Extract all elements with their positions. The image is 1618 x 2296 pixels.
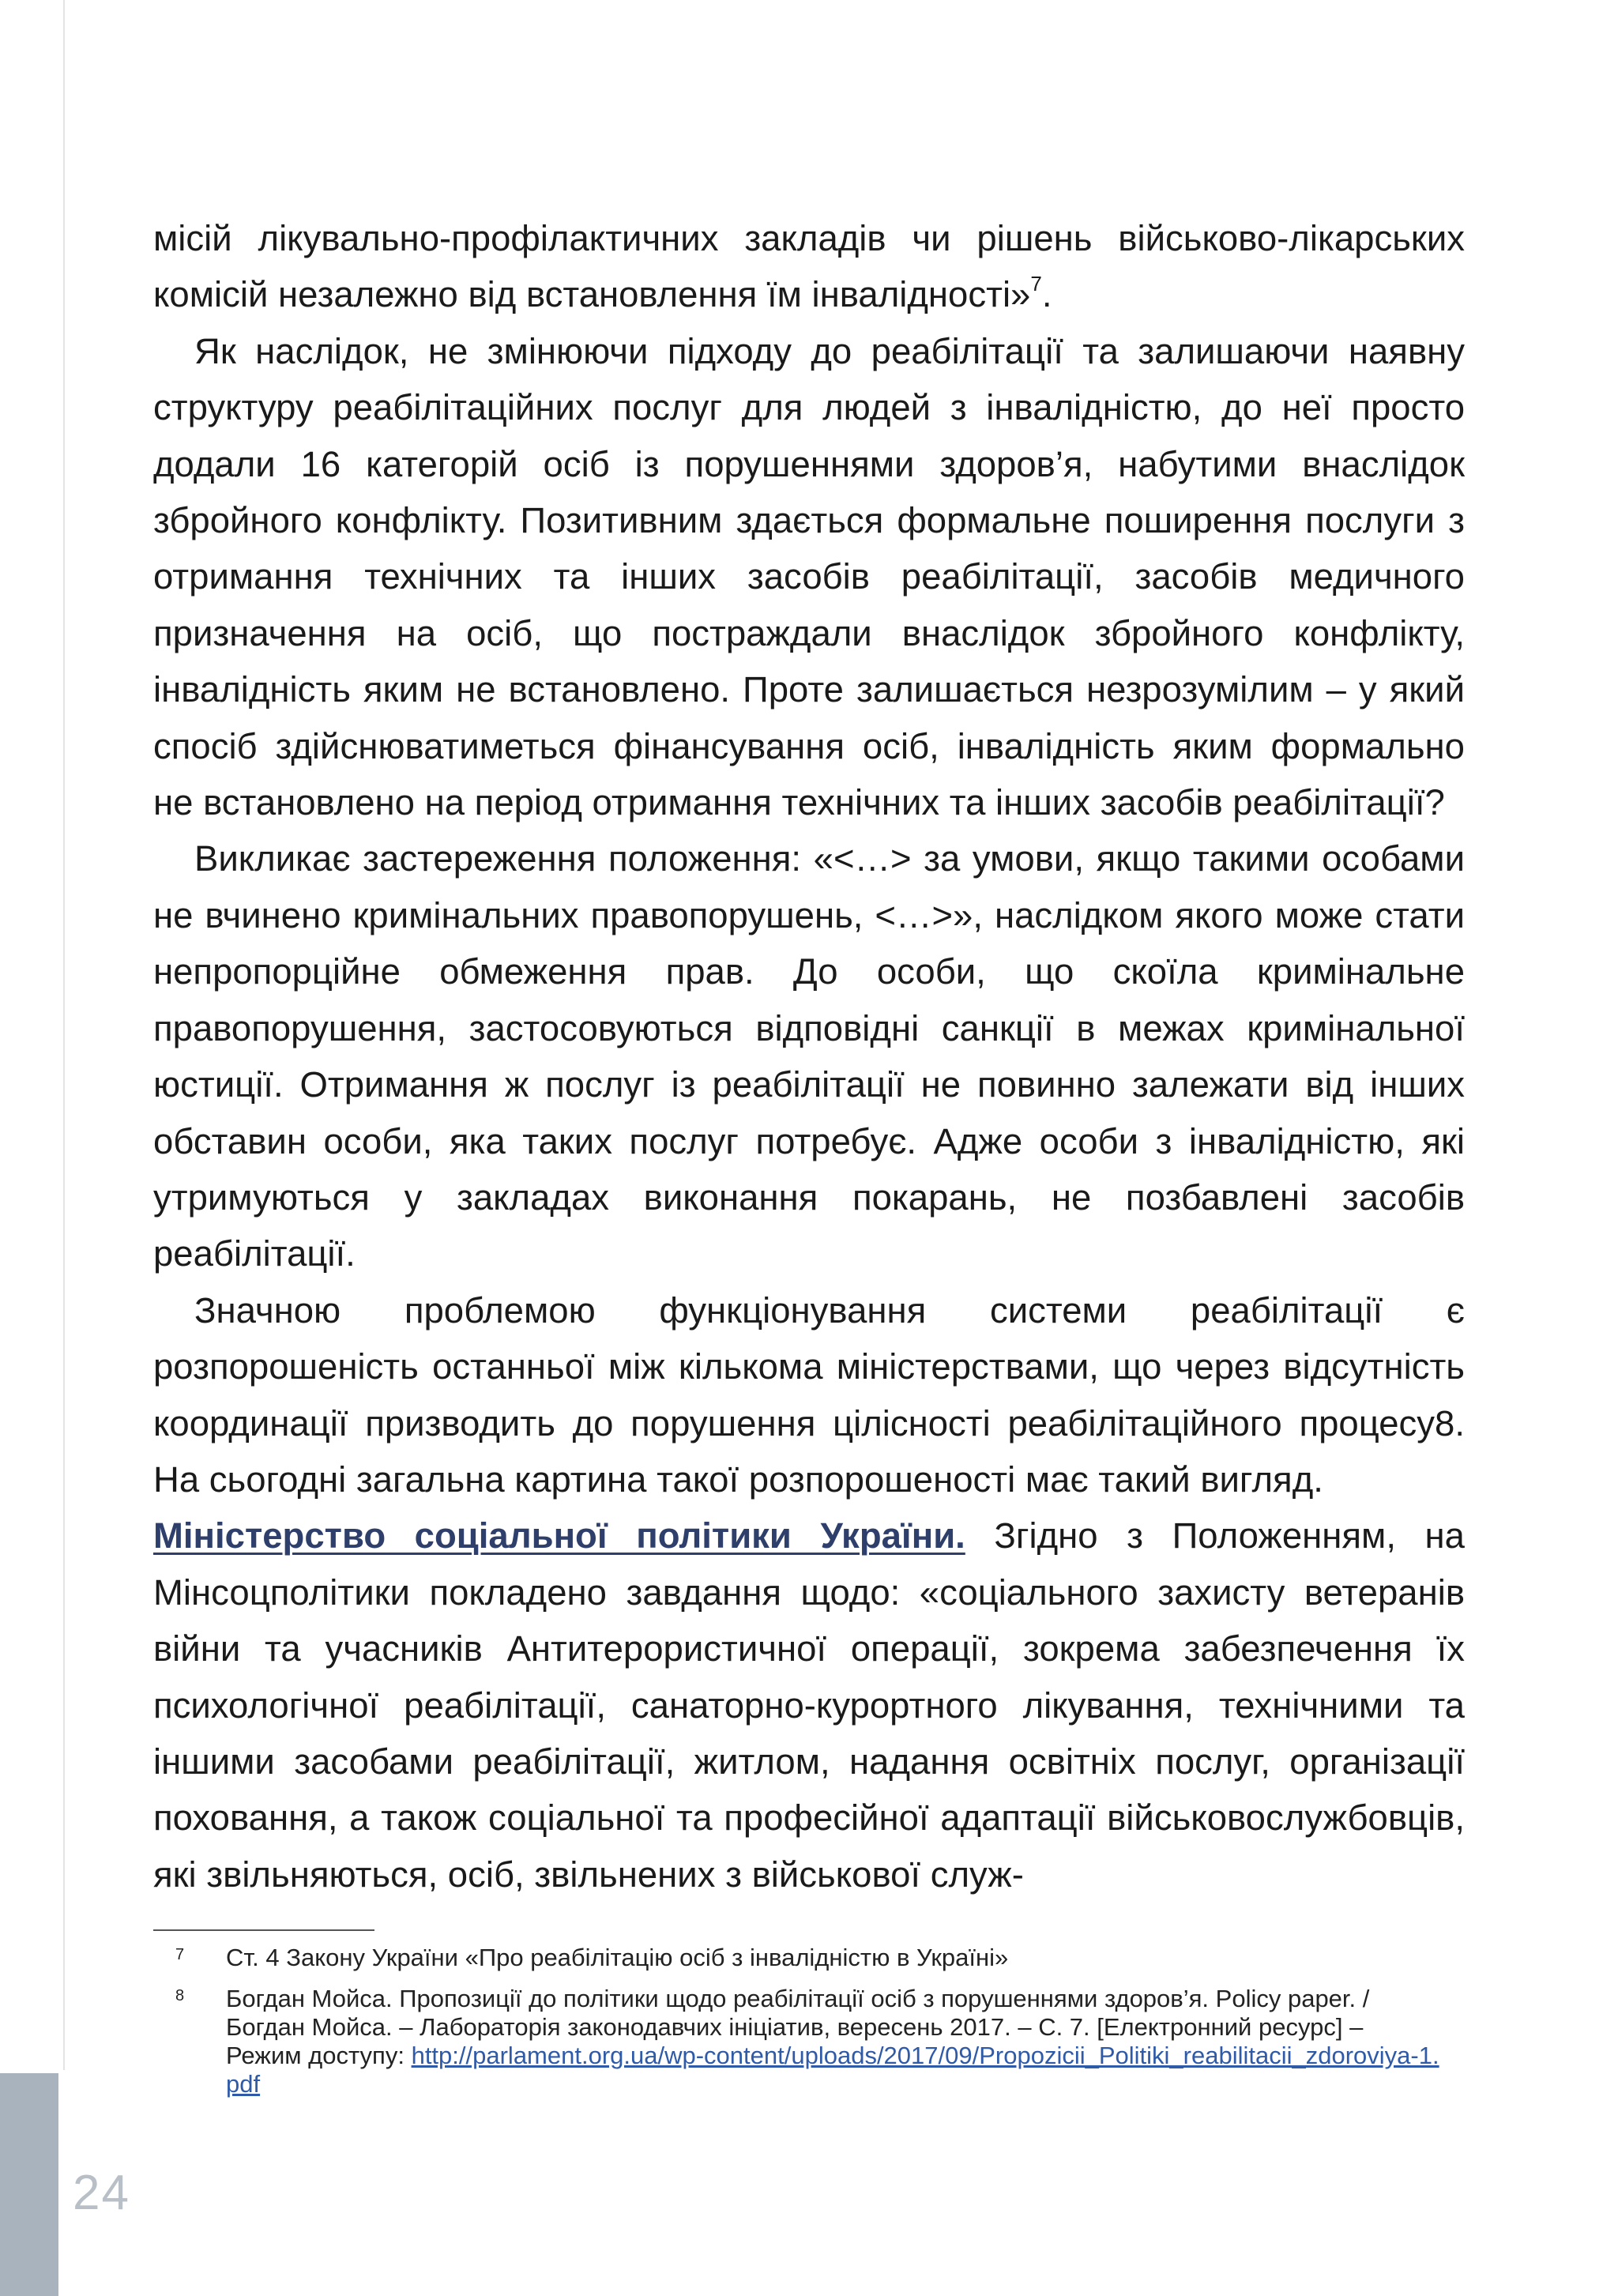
body-text <box>153 210 1465 1903</box>
page-margin-rule <box>63 0 65 2070</box>
paragraph-5: Міністерство соціальної політики України. Згідно з Положенням, на Мінсоцполітики покладено завдання щодо: «соціального захисту ветеранів війни та учасників Антитерористичної операції, зокрема забезпечення їх психологічної реабілітації, санаторно-курортного лікування, технічними та іншими засобами реабілітації, житлом, надання освітніх послуг, організації поховання, а також соціальної та професійної адаптації військовослужбовців, які звільняються, осіб, звільнених з військової служ- <box>153 1515 1465 1895</box>
footnote-text: Богдан Мойса. Пропозиції до політики щодо реабілітації осіб з порушеннями здоров’я. Policy paper. / Богдан Мойса. – Лабораторія законодавчих ініціатив, вересень 2017. – С. 7. [Електронний ресурс] – Режим доступу: http://parlament.org.ua/wp-content/uploads/2017/09/Propozicii_Politiki_reabilitacii_zdoroviya-1.pdf <box>226 1985 1439 2098</box>
footnote-divider <box>153 1929 374 1931</box>
source-link[interactable]: http://parlament.org.ua/wp-content/uploads/2017/09/Propozicii_Politiki_reabilitacii_zdoroviya-1.pdf <box>226 2042 1439 2098</box>
footnote-number: 8 <box>175 1987 185 2004</box>
ministry-heading: Міністерство соціальної політики України. <box>153 1515 965 1556</box>
page-side-band <box>0 2073 58 2296</box>
paragraph-4: Значною проблемою функціонування системи реабілітації є розпорошеність останньої між кількома міністерствами, що через відсутність координації призводить до порушення цілісності реабілітаційного процесу8. На сьогодні загальна картина такої розпорошеності має такий вигляд. <box>153 1289 1465 1500</box>
paragraph-3: Викликає застереження положення: «<…> за умови, якщо такими особами не вчинено кримінальних правопорушень, <…>», наслідком якого може стати непропорційне обмеження прав. До особи, що скоїла кримінальне правопорушення, застосовуються відповідні санкції в межах кримінальної юстиції. Отримання ж послуг із реабілітації не повинно залежати від інших обставин особи, яка таких послуг потребує. Адже особи з інвалідністю, які утримуються у закладах виконання покарань, не позбавлені засобів реабілітації. <box>153 838 1465 1274</box>
footnotes <box>175 1944 1439 2111</box>
paragraph-1: місій лікувально-профілактичних закладів чи рішень військово-лікарських комісій незалежно від встановлення їм інвалідності»$^7$. <box>153 218 1465 315</box>
footnote-number: 7 <box>175 1946 185 1963</box>
footnote-7 <box>175 1944 1439 1972</box>
footnote-text: Ст. 4 Закону України «Про реабілітацію осіб з інвалідністю в Україні» <box>226 1944 1009 1971</box>
footnote-ref-7[interactable]: 7 <box>1030 272 1042 296</box>
paragraph-2: Як наслідок, не змінюючи підходу до реабілітації та залишаючи наявну структуру реабілітаційних послуг для людей з інвалідністю, до неї просто додали 16 категорій осіб із порушеннями здоров’я, набутими внаслідок збройного конфлікту. Позитивним здається формальне поширення послуги з отримання технічних та інших засобів реабілітації, засобів медичного призначення на осіб, що постраждали внаслідок збройного конфлікту, інвалідність яким не встановлено. Проте залишається незрозумілим – у який спосіб здійснюватиметься фінансування осіб, інвалідність яким формально не встановлено на період отримання технічних та інших засобів реабілітації? <box>153 330 1465 823</box>
footnote-8 <box>175 1985 1439 2098</box>
page-number: 24 <box>73 2166 130 2220</box>
